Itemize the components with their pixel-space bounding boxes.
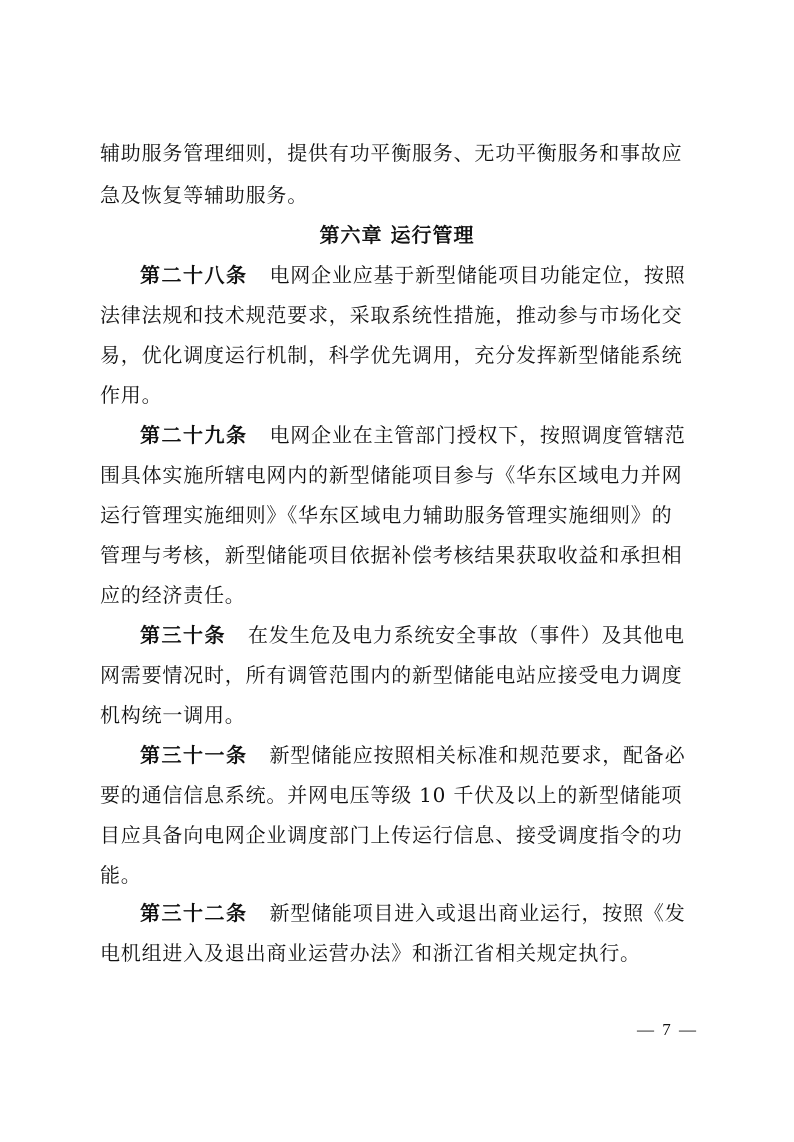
article-29-line-5: 应的经济责任。 <box>100 583 246 607</box>
article-31-line-4: 能。 <box>100 863 142 887</box>
article-31-heading: 第三十一条 <box>140 743 248 767</box>
article-30-line-3: 机构统一调用。 <box>100 703 246 727</box>
intro-paragraph-line <box>0 138 794 168</box>
article-30-line-1 <box>0 620 794 650</box>
article-29-text-1: 电网企业在主管部门授权下，按照调度管辖范 <box>269 423 686 447</box>
article-31-line-2: 要的通信信息系统。并网电压等级 10 千伏及以上的新型储能项 <box>100 783 683 807</box>
article-32-line-1 <box>0 898 794 928</box>
article-29-line-2: 围具体实施所辖电网内的新型储能项目参与《华东区域电力并网 <box>100 463 683 487</box>
intro-line-1: 辅助服务管理细则，提供有功平衡服务、无功平衡服务和事故应 <box>100 141 683 165</box>
article-31-line-1 <box>0 740 794 770</box>
chapter-title: 第六章 运行管理 <box>319 223 475 247</box>
article-28-heading: 第二十八条 <box>140 263 248 287</box>
article-29-line-4: 管理与考核，新型储能项目依据补偿考核结果获取收益和承担相 <box>100 543 683 567</box>
intro-paragraph-line <box>0 180 794 210</box>
article-29-heading: 第二十九条 <box>140 423 248 447</box>
article-30-text-1: 在发生危及电力系统安全事故（事件）及其他电 <box>248 623 685 647</box>
article-28-text-1: 电网企业应基于新型储能项目功能定位，按照 <box>269 263 686 287</box>
article-28-line-1 <box>0 260 794 290</box>
article-31-text-1: 新型储能应按照相关标准和规范要求，配备必 <box>269 743 686 767</box>
page-number: — 7 — <box>637 1020 698 1039</box>
article-28-line-4: 作用。 <box>100 383 163 407</box>
article-31-line-3: 目应具备向电网企业调度部门上传运行信息、接受调度指令的功 <box>100 823 683 847</box>
article-30-line-2: 网需要情况时，所有调管范围内的新型储能电站应接受电力调度 <box>100 663 683 687</box>
article-32-heading: 第三十二条 <box>140 901 248 925</box>
article-30-heading: 第三十条 <box>140 623 226 647</box>
article-28-line-2: 法律法规和技术规范要求，采取系统性措施，推动参与市场化交 <box>100 303 683 327</box>
article-29-line-1 <box>0 420 794 450</box>
article-28-line-3: 易，优化调度运行机制，科学优先调用，充分发挥新型储能系统 <box>100 343 683 367</box>
article-29-line-3: 运行管理实施细则》《华东区域电力辅助服务管理实施细则》的 <box>100 503 673 527</box>
intro-line-2: 急及恢复等辅助服务。 <box>100 183 308 207</box>
article-32-line-2: 电机组进入及退出商业运营办法》和浙江省相关规定执行。 <box>100 941 641 965</box>
article-32-text-1: 新型储能项目进入或退出商业运行，按照《发 <box>269 901 686 925</box>
